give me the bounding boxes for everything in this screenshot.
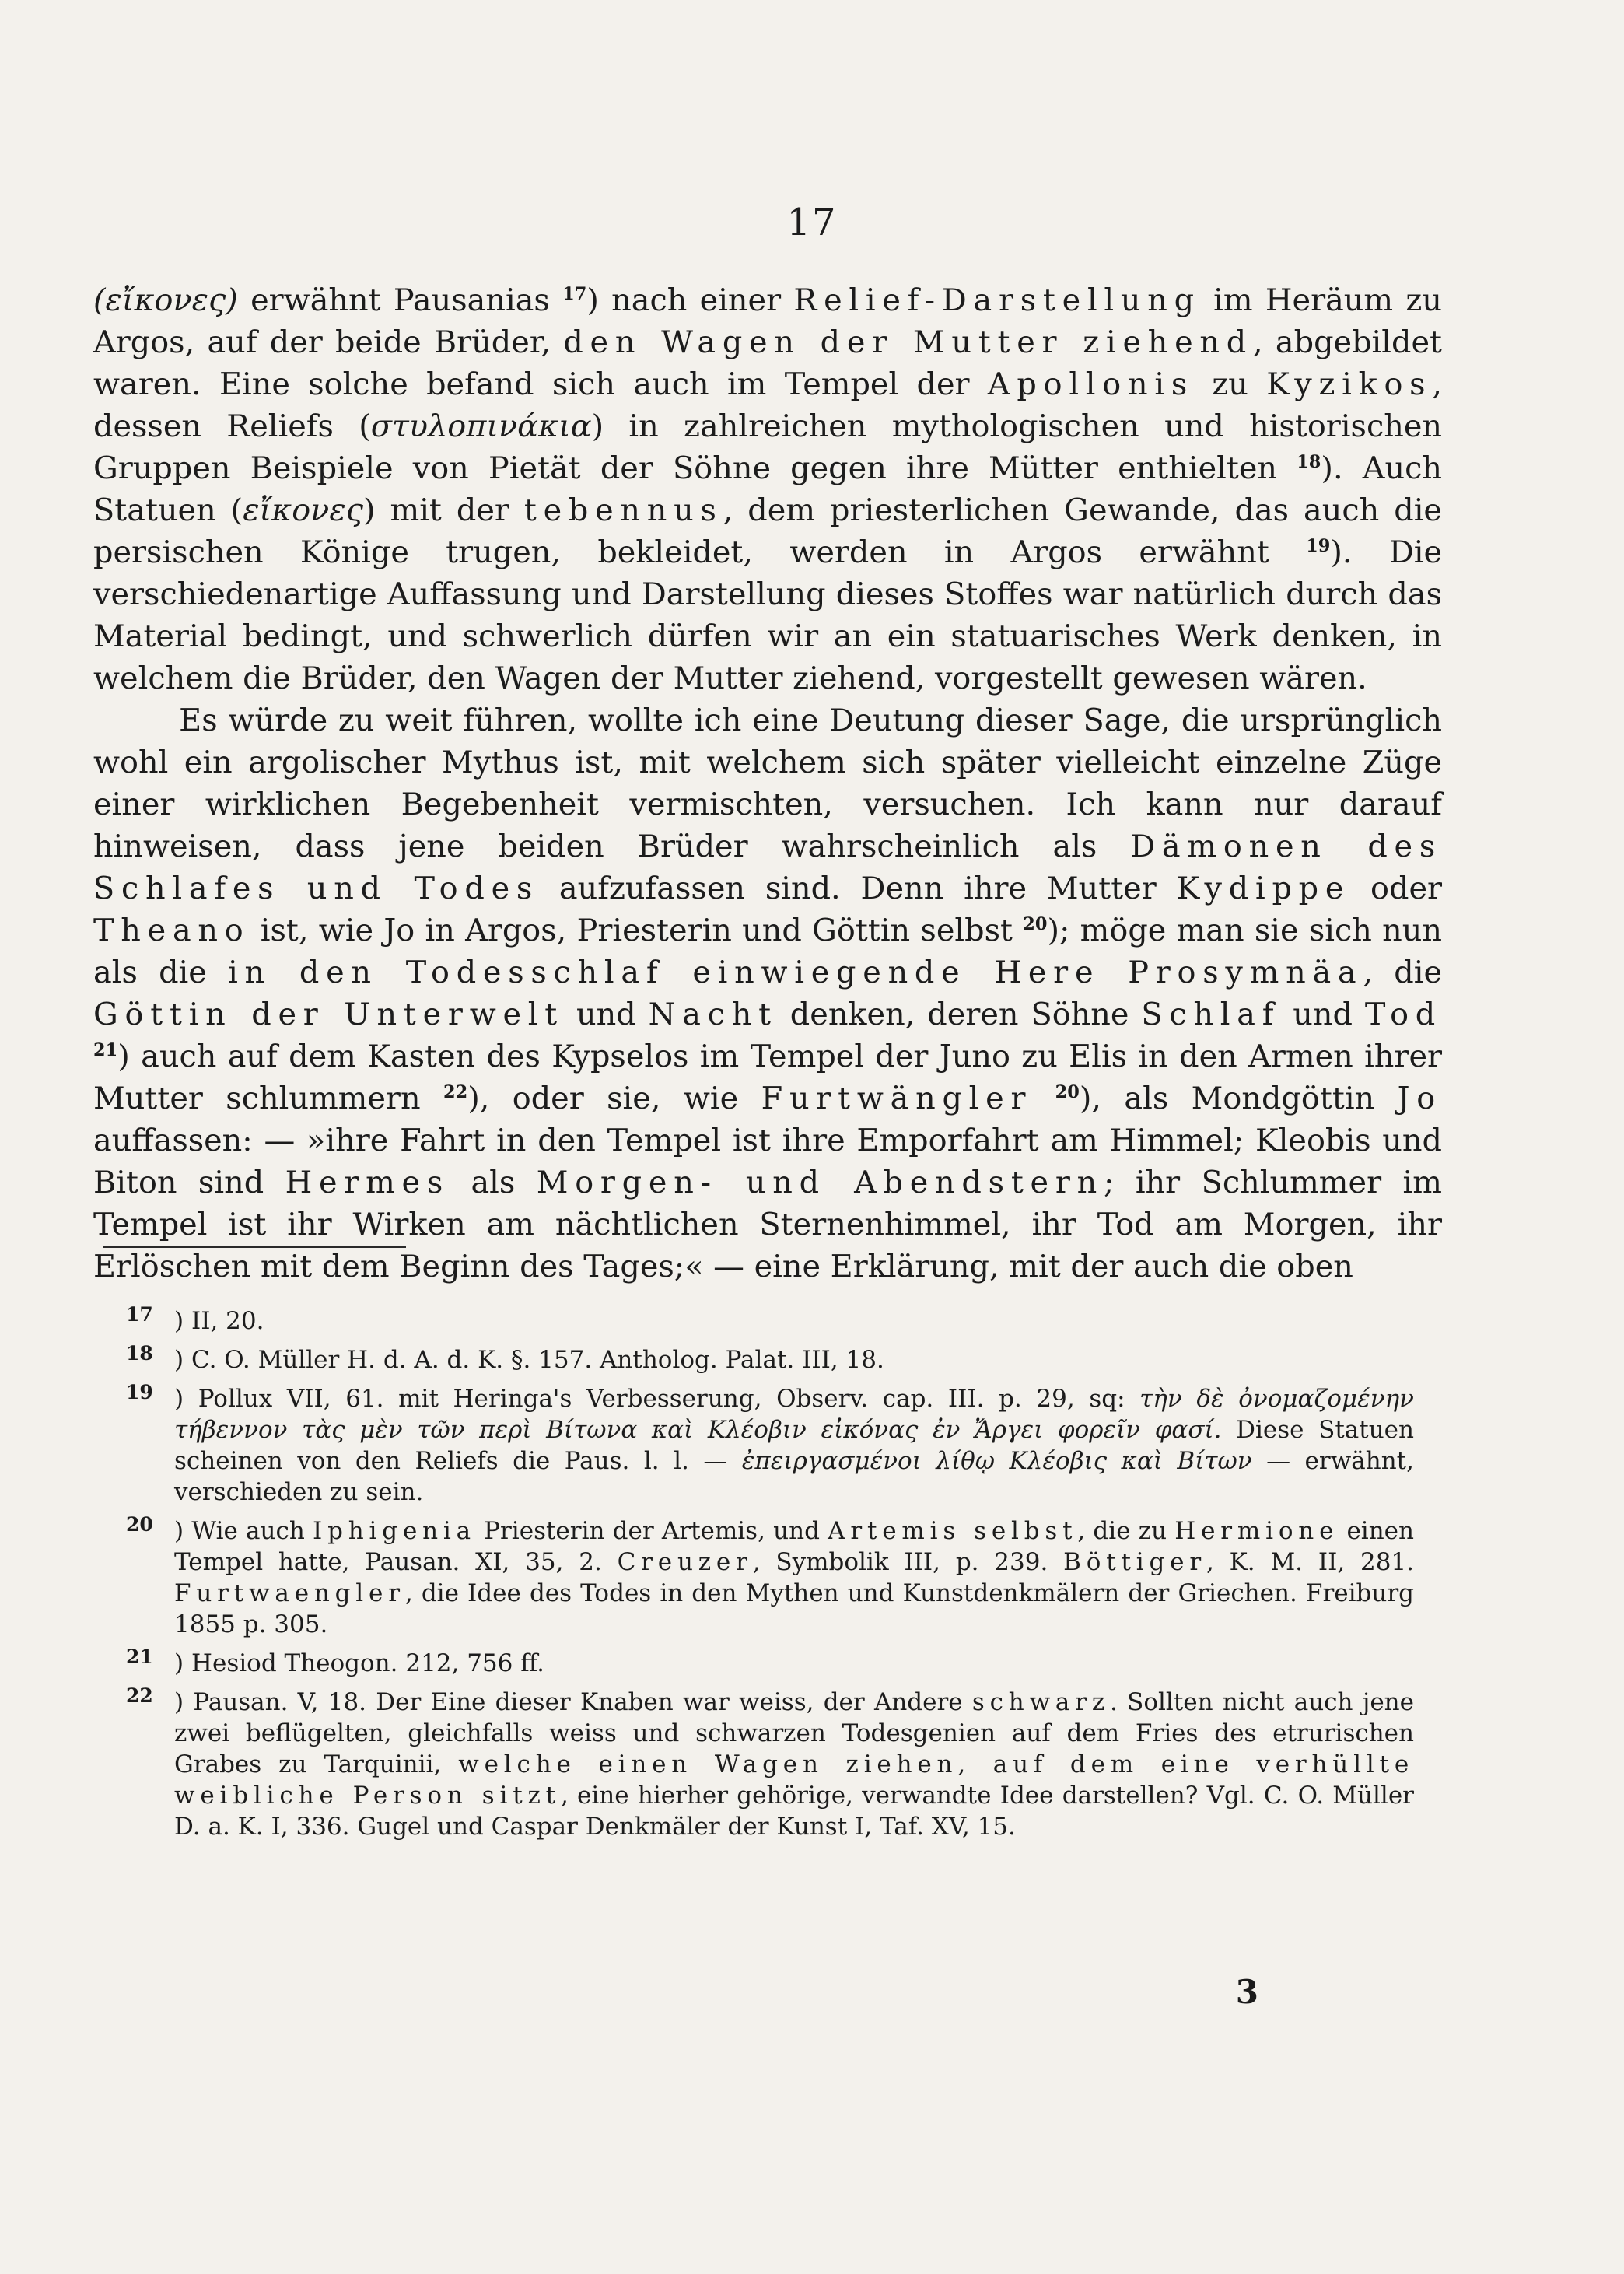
footnote-separator-rule [103, 1246, 406, 1248]
footnote-ref: 22 [443, 1082, 468, 1102]
text-run: ) mit der [363, 493, 524, 528]
spaced-emphasis: Artemis selbst [828, 1517, 1078, 1545]
text-run: , abgebildet waren. Eine solche befand sich auch im Tempel der [93, 325, 1442, 402]
paragraph [93, 280, 1442, 700]
spaced-emphasis: schwarz [971, 1688, 1111, 1716]
text-run: ) C. O. Müller H. d. A. d. K. §. 157. Antholog. Palat. III, 18. [174, 1346, 884, 1374]
text-run [1032, 1081, 1055, 1116]
text-run: ). Auch Statuen ( [93, 451, 1442, 528]
text-run: , K. M. II, 281. [1206, 1548, 1414, 1576]
spaced-emphasis: welche einen Wagen ziehen, auf dem eine verhüllte weibliche Person sitzt [174, 1750, 1415, 1810]
footnote-number: 20 [126, 1513, 153, 1536]
text-run: ) auch auf dem Kasten des Kypselos im Tempel der Juno zu Elis in den Armen ihrer Mutter schlummern [93, 1039, 1442, 1116]
paragraph [93, 700, 1442, 1288]
text-run: ) II, 20. [174, 1307, 264, 1335]
footnote [126, 1684, 1415, 1842]
spaced-emphasis: Göttin der Unterwelt [93, 997, 565, 1032]
spaced-emphasis: Relief-Darstellung [793, 283, 1201, 318]
footnote-ref: 20 [1023, 914, 1048, 934]
spaced-emphasis: Hermione [1174, 1517, 1339, 1545]
text-run: zu [1193, 367, 1267, 402]
text-run: ) in zahlreichen mythologischen und historischen Gruppen Beispiele von Pietät der Söhne gegen ihre Mütter enthielten [93, 409, 1443, 486]
spaced-emphasis: Jo [1397, 1081, 1442, 1116]
spaced-emphasis: Iphigenia [313, 1517, 476, 1545]
spaced-emphasis: Böttiger [1063, 1548, 1206, 1576]
footnote-number: 18 [126, 1342, 153, 1365]
spaced-emphasis: den Wagen der Mutter ziehend [563, 325, 1254, 360]
text-run: auffassen: — »ihre Fahrt in den Tempel ist ihre Emporfahrt am Himmel; Kleobis und Biton sind [93, 1123, 1442, 1200]
spaced-emphasis: Tod [1364, 997, 1442, 1032]
spaced-emphasis: Nacht [648, 997, 778, 1032]
text-run: ) Pausan. V, 18. Der Eine dieser Knaben war weiss, der Andere [174, 1688, 972, 1716]
spaced-emphasis: Furtwängler [761, 1081, 1033, 1116]
footnote [126, 1344, 1414, 1375]
text-run: Priesterin der Artemis, und [475, 1517, 828, 1545]
text-run: im Heräum zu Argos, auf der beide Brüder, [93, 283, 1442, 360]
text-run: ) Hesiod Theogon. 212, 756 ff. [174, 1649, 545, 1677]
text-run: ist, wie Jo in Argos, Priesterin und Göttin selbst [250, 913, 1024, 948]
text-run: , dem priesterlichen Gewande, das auch die persischen Könige trugen, bekleidet, werden in Argos erwähnt [93, 493, 1442, 570]
text-run: Es würde zu weit führen, wollte ich eine Deutung dieser Sage, die ursprünglich wohl ein argolischer Mythus ist, mit welchem sich später vielleicht einzelne Züge einer wirklichen Begebenheit vermischten, versuchen. Ich kann nur darauf hinweisen, dass jene beiden Brüder wahrscheinlich als [93, 703, 1442, 864]
text-run: ; ihr Schlummer im Tempel ist ihr Wirken am nächtlichen Sternenhimmel, ihr Tod am Morgen, ihr Erlöschen mit dem Beginn des Tages;« — eine Erklärung, mit der auch die oben [93, 1165, 1442, 1284]
spaced-emphasis: Creuzer [617, 1548, 753, 1576]
text-run: einen Tempel hatte, Pausan. XI, 35, 2. [174, 1517, 1414, 1576]
main-text-body [93, 280, 1442, 1288]
spaced-emphasis: in den Todesschlaf einwiegende Here Prosymnäa [228, 955, 1363, 990]
footnote-ref: 18 [1297, 452, 1321, 472]
spaced-emphasis: Kydippe [1176, 871, 1351, 906]
footnote-ref: 19 [1306, 536, 1331, 556]
text-run: , dessen Reliefs ( [93, 367, 1443, 444]
greek-text: (εἴκονες) [93, 283, 238, 318]
greek-text: τὴν δὲ ὀνομαζομένην τήβεννον τὰς μὲν τῶν περὶ Βίτωνα καὶ Κλέοβιν εἰκόνας ἐν Ἄργει φορεῖν φασί. [174, 1385, 1415, 1444]
spaced-emphasis: Apollonis [987, 367, 1194, 402]
spaced-emphasis: Kyzikos [1266, 367, 1433, 402]
spaced-emphasis: Schlaf [1141, 997, 1281, 1032]
text-run: ). Die verschiedenartige Auffassung und Darstellung dieses Stoffes war natürlich durch das Material bedingt, und schwerlich dürfen wir an ein statuarisches Werk denken, in welchem die Brüder, den Wagen der Mutter ziehend, vorgestellt gewesen wären. [93, 535, 1442, 696]
footnote-number: 19 [126, 1381, 153, 1403]
spaced-emphasis: Dämonen des Schlafes und Todes [93, 829, 1442, 906]
footnote [126, 1515, 1414, 1640]
greek-text: στυλοπινάκια [370, 409, 592, 444]
text-run: Diese Statuen scheinen von den Reliefs die Paus. l. l. — [174, 1416, 1414, 1475]
text-run: ), als Mondgöttin [1079, 1081, 1398, 1116]
text-run: und [1280, 997, 1365, 1032]
footnote [126, 1645, 1414, 1679]
footnote-number: 17 [126, 1303, 153, 1326]
footnote-number: 21 [126, 1645, 153, 1668]
footnotes [126, 1305, 1414, 1850]
text-run: aufzufassen sind. Denn ihre Mutter [539, 871, 1177, 906]
text-run: denken, deren Söhne [777, 997, 1142, 1032]
text-run: als [450, 1165, 537, 1200]
text-run: , die [1363, 955, 1443, 990]
text-run: ) nach einer [586, 283, 794, 318]
footnote-ref: 20 [1055, 1082, 1080, 1102]
text-run: , die zu [1077, 1517, 1175, 1545]
text-run: , eine hierher gehörige, verwandte Idee darstellen? Vgl. C. O. Müller D. a. K. I, 336. Gugel und Caspar Denkmäler der Kunst I, Taf. XV, 15. [174, 1782, 1414, 1841]
text-run: ) Pollux VII, 61. mit Heringa's Verbesserung, Observ. cap. III. p. 29, sq: [174, 1385, 1140, 1413]
text-run: , Symbolik III, p. 239. [752, 1548, 1064, 1576]
spaced-emphasis: Furtwaengler [174, 1579, 405, 1607]
spaced-emphasis: Hermes [285, 1165, 450, 1200]
footnote-number: 22 [126, 1684, 153, 1707]
text-run: , die Idee des Todes in den Mythen und Kunstdenkmälern der Griechen. Freiburg 1855 p. 305. [174, 1579, 1414, 1638]
text-run: oder [1350, 871, 1443, 906]
greek-text: εἴκονες [243, 493, 364, 528]
text-run: ), oder sie, wie [467, 1081, 761, 1116]
text-run: erwähnt Pausanias [237, 283, 563, 318]
text-run: und [564, 997, 649, 1032]
footnote-ref: 21 [93, 1040, 118, 1060]
text-run: — erwähnt, verschieden zu sein. [174, 1447, 1414, 1506]
page-number: 17 [786, 201, 838, 244]
footnote-ref: 17 [562, 284, 587, 304]
text-run: ) Wie auch [174, 1517, 313, 1545]
text-run: . Sollten nicht auch jene zwei beflügelten, gleichfalls weiss und schwarzen Todesgenien auf dem Fries des etrurischen Grabes zu Tarquinii, [174, 1688, 1414, 1778]
greek-text: ἐπειργασμένοι λίθῳ Κλέοβις καὶ Βίτων [741, 1447, 1252, 1475]
footnote [126, 1383, 1414, 1508]
footnote [126, 1305, 1414, 1337]
signature-mark: 3 [1235, 1973, 1258, 2011]
text-run: ); möge man sie sich nun als die [93, 913, 1442, 990]
spaced-emphasis: Theano [93, 913, 250, 948]
spaced-emphasis: tebennus [523, 493, 723, 528]
spaced-emphasis: Morgen- und Abendstern [536, 1165, 1104, 1200]
